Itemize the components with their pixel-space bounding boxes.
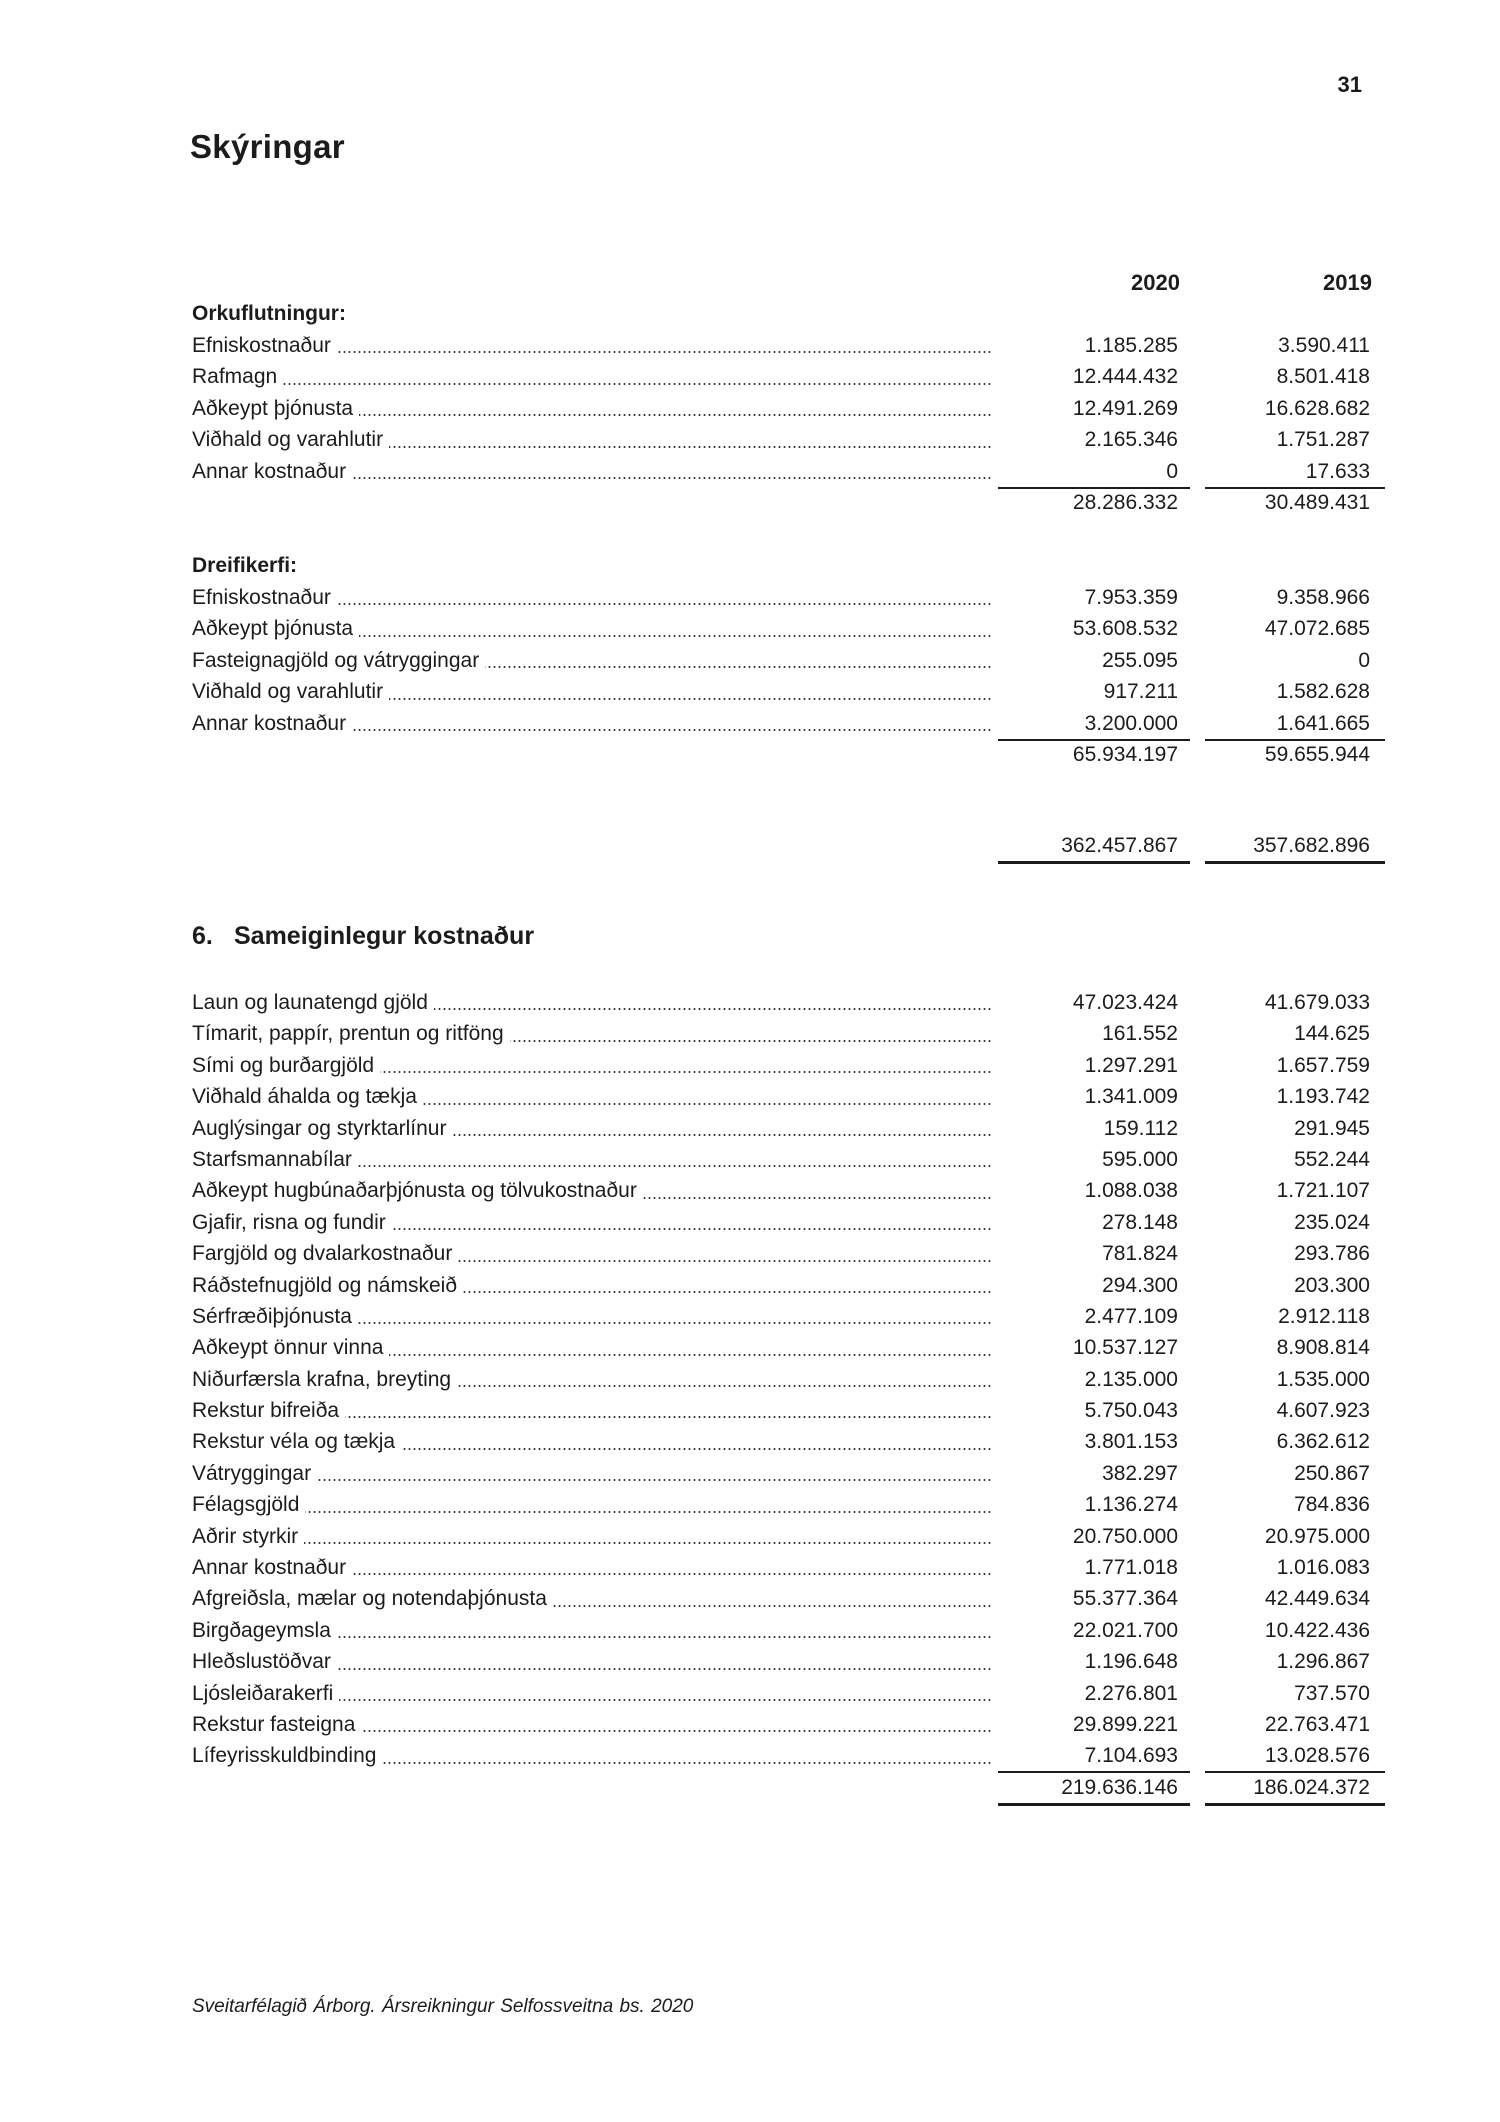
table-row (192, 1364, 1412, 1395)
table-row (192, 1207, 1412, 1238)
value-2019: 8.908.814 (1276, 1336, 1370, 1360)
subtotal-2020: 28.286.332 (1072, 490, 1178, 514)
row-label: Sími og burðargjöld (192, 1054, 380, 1077)
value-2020: 53.608.532 (1072, 617, 1178, 641)
note6-table (192, 987, 1412, 1803)
table-row (192, 1583, 1412, 1614)
row-label: Ráðstefnugjöld og námskeið (192, 1274, 463, 1297)
value-2019: 250.867 (1294, 1461, 1370, 1485)
row-label: Starfsmannabílar (192, 1148, 358, 1171)
value-2020: 3.200.000 (1084, 711, 1178, 735)
value-2019: 16.628.682 (1264, 396, 1370, 420)
value-2020: 10.537.127 (1072, 1336, 1178, 1360)
section-title: Sameiginlegur kostnaður (234, 922, 535, 950)
table-row (192, 676, 1412, 707)
row-label: Annar kostnaður (192, 712, 352, 735)
row-label: Niðurfærsla krafna, breyting (192, 1368, 457, 1391)
value-2019: 41.679.033 (1264, 991, 1370, 1014)
value-2019: 291.945 (1294, 1116, 1370, 1140)
row-label: Viðhald áhalda og tækja (192, 1085, 423, 1108)
value-2019: 3.590.411 (1278, 334, 1370, 357)
value-2020: 22.021.700 (1072, 1618, 1178, 1642)
value-2019: 1.016.083 (1276, 1556, 1370, 1580)
value-2020: 1.136.274 (1084, 1493, 1178, 1517)
value-2019: 1.751.287 (1276, 428, 1370, 452)
total-rule (1205, 1803, 1385, 1806)
note5-total (192, 830, 1412, 861)
year-header-2019: 2019 (1323, 270, 1372, 295)
row-label: Aðrir styrkir (192, 1525, 304, 1548)
subtotal-2019: 30.489.431 (1264, 490, 1370, 514)
group-heading-dreifikerfi: Dreifikerfi: (192, 554, 298, 577)
total-2020: 219.636.146 (1061, 1775, 1178, 1799)
row-label: Hleðslustöðvar (192, 1650, 337, 1673)
table-row (192, 582, 1412, 613)
total-rule (1205, 861, 1385, 864)
value-2019: 1.641.665 (1276, 711, 1370, 735)
value-2019: 737.570 (1294, 1681, 1370, 1705)
row-label: Auglýsingar og styrktarlínur (192, 1117, 452, 1140)
row-label: Sérfræðiþjónusta (192, 1305, 358, 1328)
table-row (192, 1740, 1412, 1771)
row-label: Aðkeypt þjónusta (192, 397, 359, 420)
page-number: 31 (1337, 72, 1362, 97)
table-row (192, 1489, 1412, 1520)
total-rule (998, 1803, 1190, 1806)
value-2020: 595.000 (1102, 1147, 1178, 1171)
row-label: Rafmagn (192, 365, 283, 388)
value-2019: 1.582.628 (1276, 680, 1370, 704)
value-2020: 1.185.285 (1084, 334, 1178, 357)
row-label: Ljósleiðarakerfi (192, 1682, 339, 1705)
value-2020: 1.771.018 (1084, 1556, 1178, 1580)
table-row (192, 1426, 1412, 1457)
value-2020: 781.824 (1102, 1242, 1178, 1266)
value-2019: 1.535.000 (1276, 1367, 1370, 1391)
orkuflutningur-table (192, 298, 1412, 518)
table-row (192, 1332, 1412, 1363)
value-2020: 20.750.000 (1072, 1524, 1178, 1548)
value-2020: 1.088.038 (1084, 1179, 1178, 1203)
value-2019: 9.358.966 (1276, 586, 1370, 609)
section-heading-note6 (192, 922, 534, 951)
value-2020: 0 (1166, 459, 1178, 483)
value-2019: 17.633 (1305, 459, 1370, 483)
value-2019: 13.028.576 (1264, 1744, 1370, 1768)
value-2020: 2.135.000 (1084, 1367, 1178, 1391)
table-row (192, 1081, 1412, 1112)
section-number: 6. (192, 922, 213, 950)
row-label: Annar kostnaður (192, 460, 352, 483)
value-2020: 294.300 (1102, 1273, 1178, 1297)
value-2020: 1.196.648 (1084, 1650, 1178, 1674)
value-2019: 2.912.118 (1278, 1304, 1370, 1328)
value-2020: 5.750.043 (1084, 1399, 1178, 1423)
table-row (192, 361, 1412, 392)
total-2019: 186.024.372 (1253, 1775, 1370, 1799)
value-2019: 0 (1358, 648, 1370, 672)
value-2019: 203.300 (1294, 1273, 1370, 1297)
subtotal-2019: 59.655.944 (1264, 742, 1370, 766)
value-2019: 20.975.000 (1264, 1524, 1370, 1548)
table-row (192, 1301, 1412, 1332)
value-2020: 7.953.359 (1084, 586, 1178, 609)
table-row (192, 1144, 1412, 1175)
value-2019: 235.024 (1294, 1210, 1370, 1234)
value-2020: 47.023.424 (1072, 991, 1178, 1014)
table-row (192, 1709, 1412, 1740)
value-2020: 12.491.269 (1072, 396, 1178, 420)
value-2020: 382.297 (1102, 1461, 1178, 1485)
value-2019: 8.501.418 (1276, 365, 1370, 389)
value-2019: 42.449.634 (1264, 1587, 1370, 1611)
row-label: Viðhald og varahlutir (192, 680, 389, 703)
total-row (192, 830, 1412, 861)
total-2019: 357.682.896 (1253, 834, 1370, 857)
table-row (192, 1238, 1412, 1269)
year-header-2020: 2020 (1131, 270, 1180, 295)
value-2019: 47.072.685 (1264, 617, 1370, 641)
value-2020: 55.377.364 (1072, 1587, 1178, 1611)
table-row (192, 1018, 1412, 1049)
row-label: Annar kostnaður (192, 1556, 352, 1579)
row-label: Rekstur véla og tækja (192, 1430, 401, 1453)
row-label: Rekstur fasteigna (192, 1713, 361, 1736)
value-2019: 1.193.742 (1276, 1085, 1370, 1109)
page-footer: Sveitarfélagið Árborg. Ársreikningur Selfossveitna bs. 2020 (192, 1996, 694, 2017)
value-2020: 2.477.109 (1084, 1304, 1178, 1328)
value-2019: 22.763.471 (1264, 1712, 1370, 1736)
value-2020: 255.095 (1102, 648, 1178, 672)
value-2020: 3.801.153 (1084, 1430, 1178, 1454)
value-2019: 1.296.867 (1276, 1650, 1370, 1674)
table-row (192, 645, 1412, 676)
value-2019: 6.362.612 (1276, 1430, 1370, 1454)
total-rule (998, 861, 1190, 864)
value-2020: 278.148 (1102, 1210, 1178, 1234)
value-2019: 144.625 (1294, 1022, 1370, 1046)
table-row (192, 613, 1412, 644)
row-label: Efniskostnaður (192, 586, 337, 609)
value-2020: 2.276.801 (1084, 1681, 1178, 1705)
value-2019: 293.786 (1294, 1242, 1370, 1266)
row-label: Aðkeypt þjónusta (192, 617, 359, 640)
group-heading-orkuflutningur: Orkuflutningur: (192, 302, 346, 325)
table-row (192, 1050, 1412, 1081)
row-label: Fargjöld og dvalarkostnaður (192, 1242, 458, 1265)
page-title: Skýringar (190, 128, 345, 165)
row-label: Lífeyrisskuldbinding (192, 1744, 382, 1767)
table-row (192, 393, 1412, 424)
value-2020: 161.552 (1102, 1022, 1178, 1046)
table-row (192, 456, 1412, 487)
table-row (192, 1270, 1412, 1301)
row-label: Afgreiðsla, mælar og notendaþjónusta (192, 1587, 553, 1610)
row-label: Tímarit, pappír, prentun og ritföng (192, 1022, 510, 1045)
table-row (192, 1395, 1412, 1426)
value-2020: 1.341.009 (1084, 1085, 1178, 1109)
table-row (192, 1615, 1412, 1646)
table-row (192, 1678, 1412, 1709)
value-2019: 1.657.759 (1276, 1053, 1370, 1077)
row-label: Aðkeypt önnur vinna (192, 1336, 389, 1359)
total-row (192, 1772, 1412, 1803)
row-label: Félagsgjöld (192, 1493, 305, 1516)
value-2020: 29.899.221 (1072, 1712, 1178, 1736)
value-2020: 159.112 (1103, 1116, 1178, 1140)
value-2019: 552.244 (1294, 1147, 1370, 1171)
value-2020: 1.297.291 (1084, 1053, 1178, 1077)
row-label: Aðkeypt hugbúnaðarþjónusta og tölvukostnaður (192, 1179, 643, 1202)
table-row (192, 987, 1412, 1018)
row-label: Birgðageymsla (192, 1619, 337, 1642)
value-2020: 7.104.693 (1084, 1744, 1178, 1768)
row-label: Gjafir, risna og fundir (192, 1211, 392, 1234)
table-row (192, 330, 1412, 361)
total-2020: 362.457.867 (1061, 834, 1178, 857)
row-label: Fasteignagjöld og vátryggingar (192, 649, 485, 672)
table-row (192, 1175, 1412, 1206)
row-label: Vátryggingar (192, 1462, 317, 1485)
table-row (192, 1646, 1412, 1677)
dreifikerfi-table (192, 550, 1412, 770)
value-2019: 784.836 (1294, 1493, 1370, 1517)
row-label: Laun og launatengd gjöld (192, 991, 434, 1014)
value-2019: 10.422.436 (1264, 1618, 1370, 1642)
value-2020: 12.444.432 (1072, 365, 1178, 389)
table-row (192, 424, 1412, 455)
row-label: Viðhald og varahlutir (192, 428, 389, 451)
table-row (192, 1521, 1412, 1552)
row-label: Efniskostnaður (192, 334, 337, 357)
value-2020: 917.211 (1103, 680, 1178, 704)
value-2019: 4.607.923 (1276, 1399, 1370, 1423)
subtotal-2020: 65.934.197 (1072, 742, 1178, 766)
table-row (192, 1113, 1412, 1144)
value-2020: 2.165.346 (1084, 428, 1178, 452)
subtotal-row (192, 487, 1412, 518)
row-label: Rekstur bifreiða (192, 1399, 345, 1422)
subtotal-row (192, 739, 1412, 770)
table-row (192, 1552, 1412, 1583)
value-2019: 1.721.107 (1276, 1179, 1370, 1203)
table-row (192, 708, 1412, 739)
table-row (192, 1458, 1412, 1489)
